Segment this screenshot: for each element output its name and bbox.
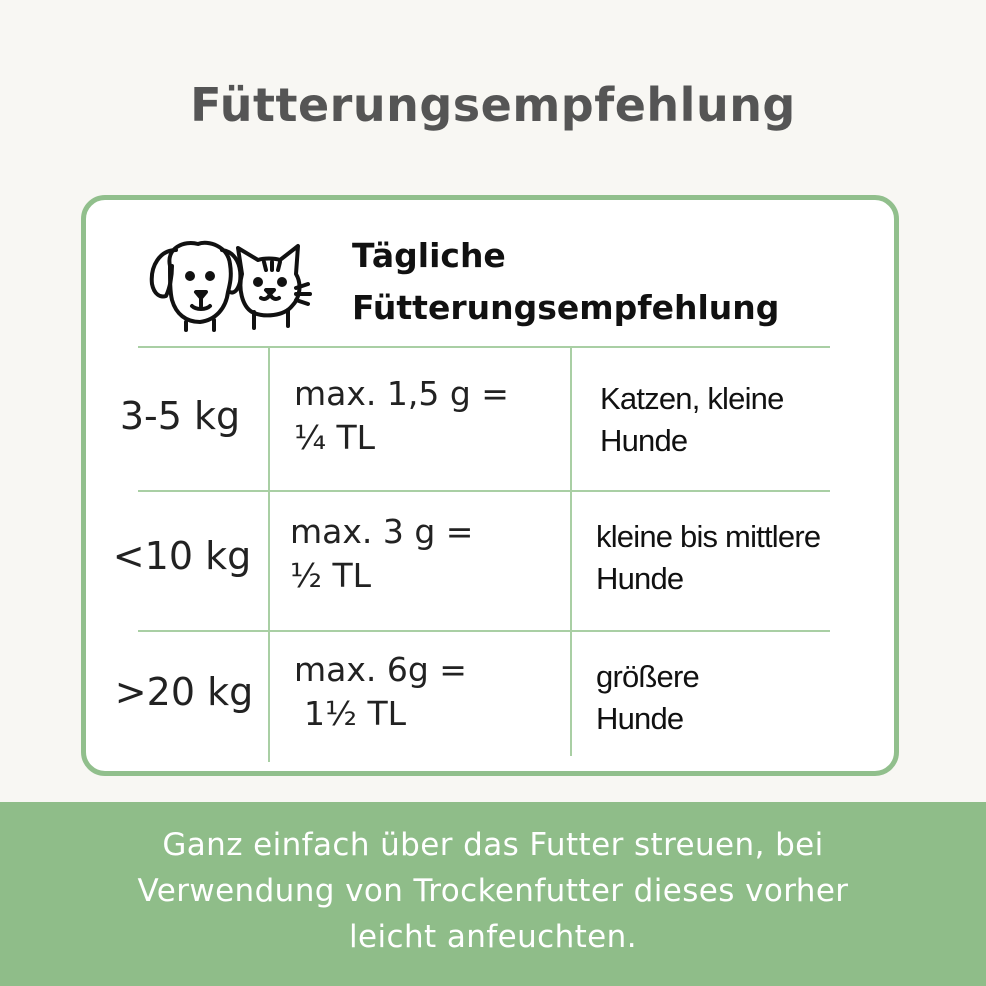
dose-cell bbox=[294, 372, 509, 460]
table-column-divider-1 bbox=[268, 346, 270, 762]
suitability-line2: Hunde bbox=[596, 561, 684, 596]
suitability-line2: Hunde bbox=[596, 701, 684, 736]
weight-cell: 3-5 kg bbox=[119, 394, 241, 438]
dose-line1: max. 3 g = bbox=[290, 512, 474, 551]
weight-cell: >20 kg bbox=[114, 670, 254, 714]
weight-cell: <10 kg bbox=[112, 534, 252, 578]
table-divider-top bbox=[138, 346, 830, 348]
table-divider-row2 bbox=[138, 630, 830, 632]
footer-line3: leicht anfeuchten. bbox=[349, 919, 637, 955]
suitability-line1: größere bbox=[596, 659, 699, 694]
dose-line2: 1½ TL bbox=[304, 694, 407, 733]
card-title bbox=[352, 230, 779, 334]
dose-cell bbox=[290, 510, 473, 598]
table-divider-row1 bbox=[138, 490, 830, 492]
dose-line1: max. 1,5 g = bbox=[294, 374, 509, 413]
card-title-line2: Fütterungsempfehlung bbox=[352, 288, 780, 327]
dose-cell bbox=[294, 648, 467, 736]
suitability-cell bbox=[596, 656, 699, 740]
footer-line2: Verwendung von Trockenfutter dieses vorher bbox=[137, 873, 849, 909]
table-column-divider-2 bbox=[570, 346, 572, 756]
page-title: Fütterungsempfehlung bbox=[190, 78, 796, 132]
dose-line2: ¼ TL bbox=[294, 418, 376, 457]
dose-line2: ½ TL bbox=[290, 556, 372, 595]
dog-and-cat-icon bbox=[146, 236, 312, 332]
suitability-cell bbox=[600, 378, 784, 462]
suitability-line1: Katzen, kleine bbox=[600, 381, 784, 416]
suitability-cell bbox=[596, 516, 820, 600]
footer-instructions bbox=[40, 822, 946, 960]
suitability-line1: kleine bis mittlere bbox=[596, 519, 821, 554]
suitability-line2: Hunde bbox=[600, 423, 688, 458]
dose-line1: max. 6g = bbox=[294, 650, 467, 689]
footer-line1: Ganz einfach über das Futter streuen, bei bbox=[162, 827, 824, 863]
card-title-line1: Tägliche bbox=[352, 236, 506, 275]
